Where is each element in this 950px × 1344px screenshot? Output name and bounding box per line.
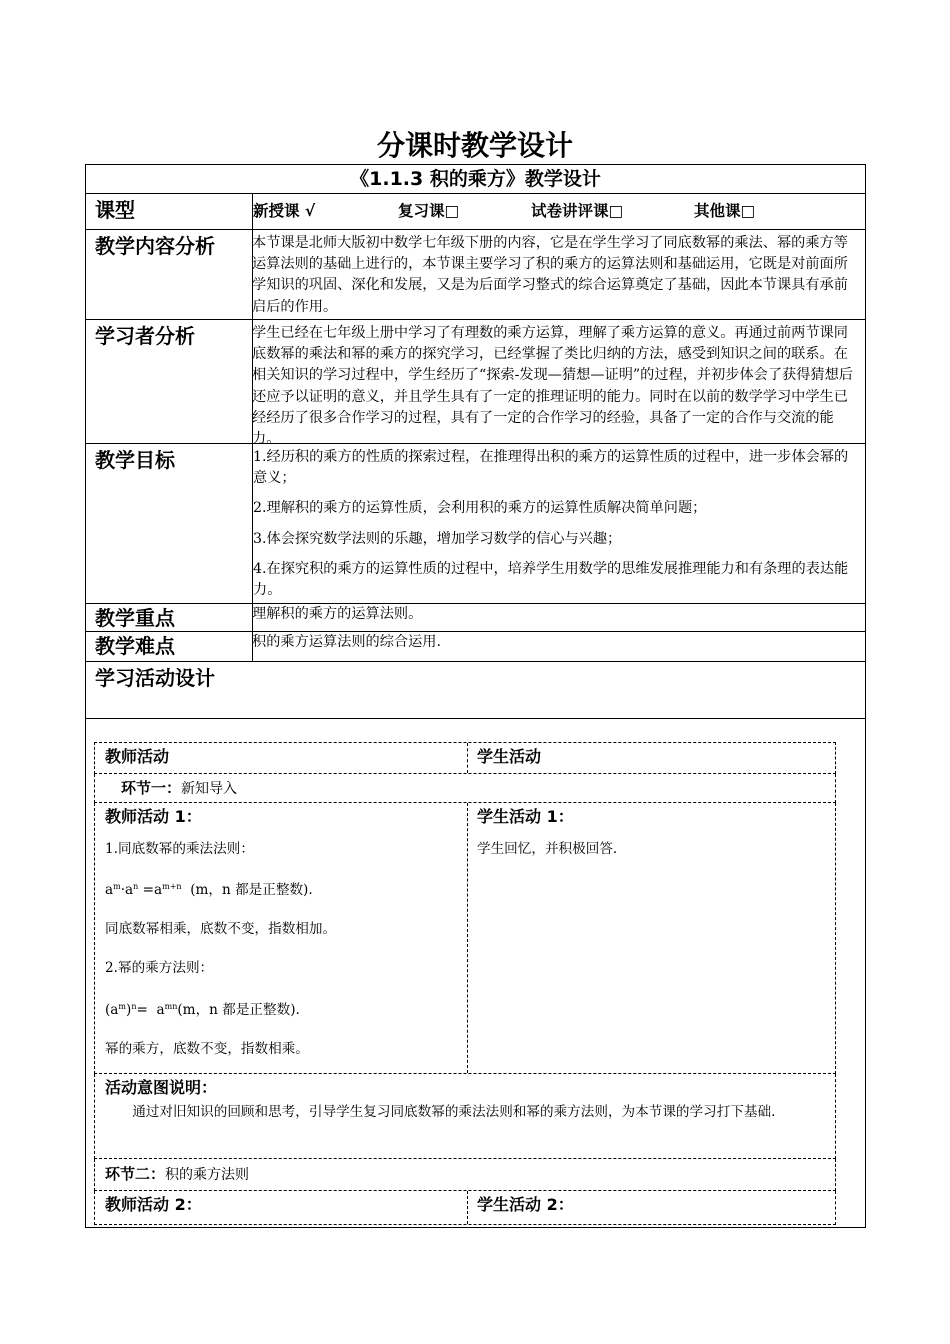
difficult-point-row — [86, 632, 865, 662]
activity2-row — [94, 1191, 836, 1225]
rule2-summary: 幂的乘方，底数不变，指数相乘。 — [105, 1041, 309, 1057]
key-point-label: 教学重点 — [86, 604, 253, 631]
objective-item: 1.经历积的乘方的性质的探索过程，在推理得出积的乘方的运算性质的过程中，进一步体会幂的意义； — [253, 449, 849, 487]
subtitle-row — [86, 165, 865, 194]
lesson-type-value — [253, 194, 865, 229]
content-analysis-text: 本节课是北师大版初中数学七年级下册的内容，它是在学生学习了同底数幂的乘法、幂的乘方等运算法则的基础上进行的，本节课主要学习了积的乘方的运算法则和基础运用，它既是对前面所学知识的巩固、深化和发展，又是为后面学习整式的综合运算奠定了基础，因此本节课具有承前启后的作用。 — [252, 235, 848, 315]
stage1-row — [94, 774, 836, 803]
activity-design-row — [86, 662, 865, 719]
option-exam-review-lesson: 试卷讲评课□ — [531, 202, 624, 220]
stage1-label: 环节一： — [121, 779, 182, 797]
stage2-label: 环节二： — [105, 1165, 166, 1183]
intent-text: 通过对旧知识的回顾和思考，引导学生复习同底数幂的乘法法则和幂的乘方法则，为本节课的学习打下基础. — [132, 1104, 776, 1120]
lesson-subtitle: 《1.1.3 积的乘方》教学设计 — [350, 168, 601, 190]
option-other-lesson: 其他课□ — [694, 202, 756, 220]
objective-item: 4.在探究积的乘方的运算性质的过程中，培养学生用数学的思维发展推理能力和有条理的表达能力。 — [253, 560, 849, 599]
student-activity2-title: 学生活动 2： — [477, 1195, 574, 1214]
teacher-activity2-title: 教师活动 2： — [105, 1195, 202, 1214]
page-title: 分课时教学设计 — [376, 129, 573, 162]
learner-analysis-text: 学生已经在七年级上册中学习了有理数的乘方运算，理解了乘方运算的意义。再通过前两节课同底数幂的乘法和幂的乘方的探究学习，已经掌握了类比归纳的方法，感受到知识之间的联系。在相关知识的学习过程中，学生经历了“探索-发现—猜想—证明”的过程，并初步体会了获得猜想后还应予以证明的意义，并且学生具有了一定的推理证明的能力。同时在以前的数学学习中学生已经经历了很多合作学习的过程，具有了一定的合作学习的经验，具备了一定的合作与交流的能力。 — [252, 325, 853, 448]
key-point-row — [86, 604, 865, 632]
rule1-formula: $a^m\cdot a^n =a^{m+n}$ (m，n 都是正整数). — [105, 882, 313, 898]
intent-label: 活动意图说明： — [105, 1078, 218, 1097]
difficult-point-text: 积的乘方运算法则的综合运用. — [252, 634, 441, 650]
content-analysis-label: 教学内容分析 — [86, 230, 253, 319]
objectives-row — [86, 444, 865, 604]
student-activity-header: 学生活动 — [477, 747, 542, 766]
activity1-row — [94, 803, 836, 1074]
student-activity1-text: 学生回忆，并积极回答. — [477, 841, 618, 857]
option-review-lesson: 复习课□ — [398, 202, 460, 220]
student-activity1-title: 学生活动 1： — [477, 807, 574, 826]
objectives-label: 教学目标 — [86, 444, 253, 603]
lesson-type-label: 课型 — [86, 194, 253, 229]
option-new-lesson: 新授课 √ — [253, 202, 316, 220]
stage2-row — [94, 1159, 836, 1191]
intent-row — [94, 1074, 836, 1159]
difficult-point-label: 教学难点 — [86, 632, 253, 661]
activity-header-row — [94, 742, 836, 774]
stage2-name: 积的乘方法则 — [165, 1167, 250, 1183]
objective-item: 3.体会探究数学法则的乐趣，增加学习数学的信心与兴趣； — [253, 530, 622, 547]
rule1-summary: 同底数幂相乘，底数不变，指数相加。 — [105, 921, 337, 937]
rule1-title: 1.同底数幂的乘法法则： — [105, 841, 254, 857]
learner-analysis-row — [86, 320, 865, 448]
rule2-title: 2.幂的乘方法则： — [105, 960, 214, 976]
objective-item: 2.理解积的乘方的运算性质，会利用积的乘方的运算性质解决简单问题； — [253, 500, 707, 517]
learner-analysis-label: 学习者分析 — [86, 320, 253, 443]
content-analysis-row — [86, 230, 865, 320]
lesson-type-row — [86, 194, 865, 230]
teacher-activity1-title: 教师活动 1： — [105, 807, 202, 826]
activity-design-label: 学习活动设计 — [95, 666, 215, 690]
key-point-text: 理解积的乘方的运算法则。 — [252, 606, 423, 622]
teacher-activity-header: 教师活动 — [105, 747, 170, 766]
stage1-name: 新知导入 — [181, 781, 238, 797]
rule2-formula: $(a^m)^n= a^{mn}(m$，n 都是正整数). — [105, 1002, 300, 1018]
